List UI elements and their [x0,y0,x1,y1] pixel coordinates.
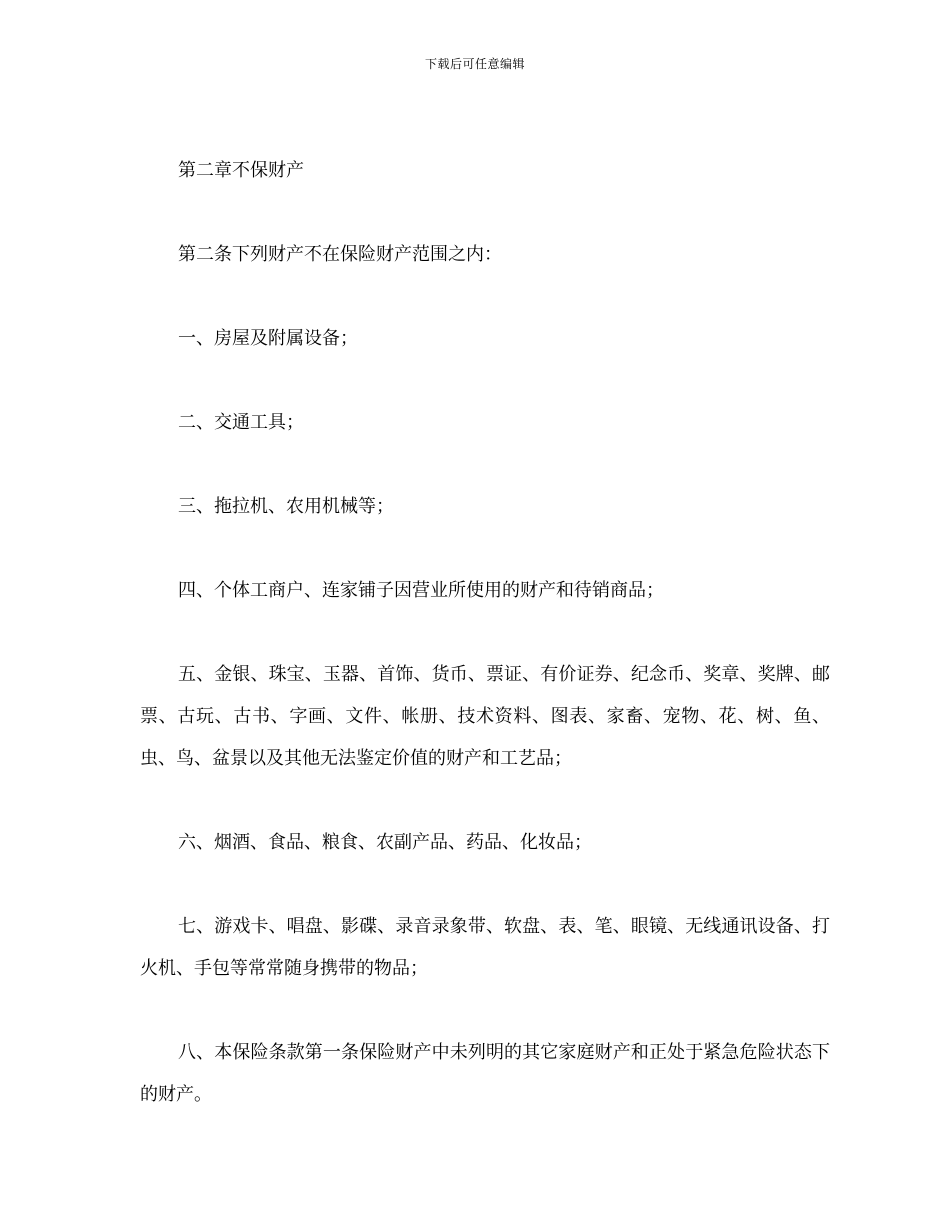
list-item: 八、本保险条款第一条保险财产中未列明的其它家庭财产和正处于紧急危险状态下的财产。 [140,1042,830,1105]
chapter-title: 第二章不保财产 [178,160,304,181]
header-note: 下载后可任意编辑 [424,57,525,71]
list-item: 三、拖拉机、农用机械等； [178,496,394,517]
article-title: 第二条下列财产不在保险财产范围之内： [178,244,502,265]
list-item: 七、游戏卡、唱盘、影碟、录音录象带、软盘、表、笔、眼镜、无线通讯设备、打火机、手包等常常随身携带的物品； [140,916,830,979]
list-item: 二、交通工具； [178,412,304,433]
document-body [140,150,830,1158]
list-item: 五、金银、珠宝、玉器、首饰、货币、票证、有价证券、纪念币、奖章、奖牌、邮票、古玩、古书、字画、文件、帐册、技术资料、图表、家畜、宠物、花、树、鱼、虫、鸟、盆景以及其他无法鉴定价值的财产和工艺品； [140,664,830,769]
list-item: 一、房屋及附属设备； [178,328,358,349]
list-item: 六、烟酒、食品、粮食、农副产品、药品、化妆品； [178,832,592,853]
list-item: 四、个体工商户、连家铺子因营业所使用的财产和待销商品； [178,580,664,601]
